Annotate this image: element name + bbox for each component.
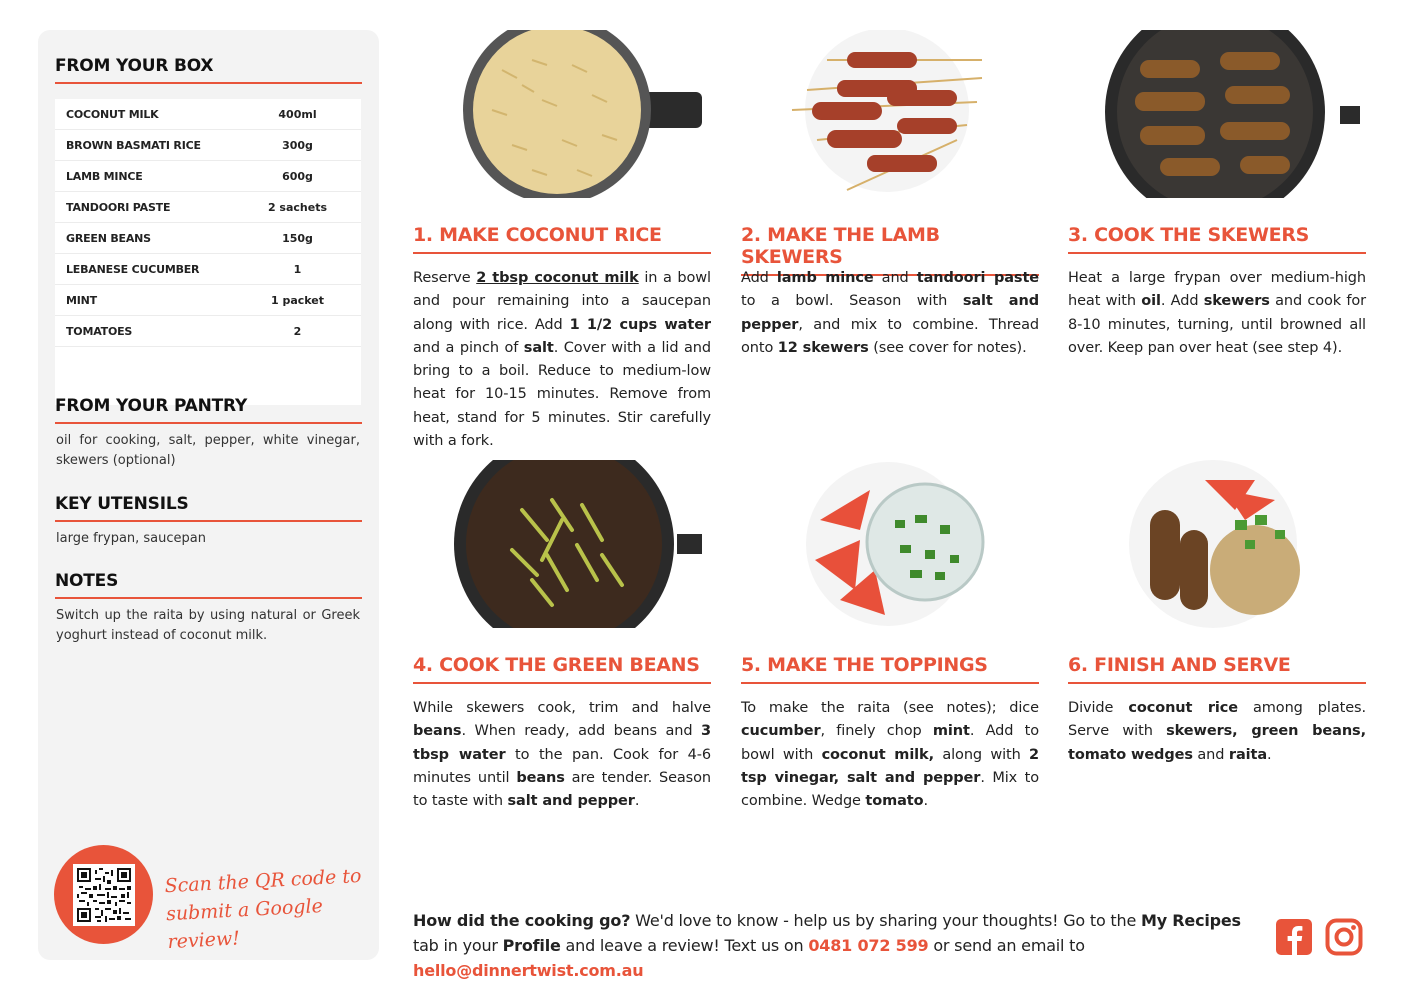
ingredient-row xyxy=(55,99,361,130)
ingredient-name: TOMATOES xyxy=(66,324,133,338)
bold-text: oil xyxy=(1141,293,1161,310)
from-your-box-heading: FROM YOUR BOX xyxy=(55,56,362,84)
ingredient-qty: 300g xyxy=(282,138,313,152)
text: . Mix to combine. Wedge xyxy=(741,769,1039,810)
text: To make the raita (see notes); dice xyxy=(741,700,1039,716)
text: among plates. Serve with xyxy=(1068,700,1366,740)
ingredient-row xyxy=(55,223,361,254)
ingredient-name: GREEN BEANS xyxy=(66,231,151,245)
step-4-title: 4. COOK THE GREEN BEANS xyxy=(413,654,711,684)
bold-text: 12 skewers xyxy=(777,339,869,356)
review-footer xyxy=(413,908,1263,983)
ingredient-qty: 2 xyxy=(293,324,302,338)
contact-link[interactable]: hello@dinnertwist.com.au xyxy=(413,961,644,980)
bold-text: coconut rice xyxy=(1128,700,1238,716)
lamb-skewers-photo xyxy=(787,30,987,198)
bold-text: salt and pepper xyxy=(741,293,1039,333)
ingredient-row xyxy=(55,192,361,223)
ingredients-table xyxy=(55,99,361,405)
text: are tender. Season to taste with xyxy=(413,769,712,810)
ingredient-name: COCONUT MILK xyxy=(66,107,159,121)
text: We'd love to know - help us by sharing your thoughts! Go to the xyxy=(630,911,1141,930)
qr-caption xyxy=(164,862,368,956)
utensils-heading: KEY UTENSILS xyxy=(55,494,362,522)
bold-text: skewers, green beans, tomato wedges xyxy=(1068,723,1366,763)
ingredient-qty: 600g xyxy=(282,169,313,183)
bold-text: 1 1/2 cups water xyxy=(569,316,711,333)
text: to a bowl. Season with xyxy=(741,293,963,310)
bold-text: mint xyxy=(932,723,970,740)
text: Heat a large frypan over medium-high heat with xyxy=(1068,270,1366,310)
text: and xyxy=(873,270,917,286)
coconut-rice-photo xyxy=(462,30,702,198)
step-3-text xyxy=(1068,267,1366,360)
text: . xyxy=(1267,746,1272,763)
bold-text: My Recipes xyxy=(1140,911,1241,930)
qr-caption-line2: submit a Google review! xyxy=(165,895,324,954)
qr-caption-line1: Scan the QR code to xyxy=(164,864,362,898)
step-3-title: 3. COOK THE SKEWERS xyxy=(1068,224,1366,254)
text: along with xyxy=(934,746,1029,763)
toppings-photo xyxy=(800,460,990,628)
contact-link[interactable]: 0481 072 599 xyxy=(808,936,929,955)
step-6-text xyxy=(1068,697,1366,767)
instagram-icon[interactable] xyxy=(1325,918,1363,956)
bold-text: lamb mince xyxy=(776,270,874,286)
finished-plate-photo xyxy=(1125,460,1305,628)
pantry-heading: FROM YOUR PANTRY xyxy=(55,396,362,424)
text: . When ready, add beans and xyxy=(461,723,701,740)
bold-text: 2 tsp vinegar, salt and pepper xyxy=(741,746,1039,786)
step-2-title: 2. MAKE THE LAMB SKEWERS xyxy=(741,224,1039,276)
bold-text: tandoori paste xyxy=(916,270,1040,286)
text: . xyxy=(923,793,928,810)
text: . xyxy=(634,793,640,810)
bold-text: tomato xyxy=(865,793,924,810)
step-1-title: 1. MAKE COCONUT RICE xyxy=(413,224,711,254)
text: Divide xyxy=(1068,700,1129,716)
text: . Add xyxy=(1160,293,1204,310)
ingredient-name: MINT xyxy=(66,293,97,307)
text: and cook for 8-10 minutes, turning, until browned all over. Keep pan over heat (see step 4). xyxy=(1068,293,1367,356)
ingredient-name: LAMB MINCE xyxy=(66,169,143,183)
ingredient-row xyxy=(55,254,361,285)
step-2-text xyxy=(741,267,1039,360)
text: in a bowl and pour remaining into a saucepan along with rice. Add xyxy=(413,270,711,333)
ingredient-qty: 150g xyxy=(282,231,313,245)
text: Reserve xyxy=(413,270,477,286)
qr-code-icon[interactable] xyxy=(73,864,135,926)
bold-text: skewers xyxy=(1203,293,1270,310)
text: Add xyxy=(741,270,777,286)
bold-text: Profile xyxy=(502,936,561,955)
green-beans-photo xyxy=(452,460,702,628)
text: to the pan. Cook for 4-6 minutes until xyxy=(413,746,712,786)
ingredient-qty: 400ml xyxy=(278,107,317,121)
text: While skewers cook, trim and halve xyxy=(413,700,711,716)
ingredient-row xyxy=(55,316,361,347)
text: (see cover for notes). xyxy=(868,339,1027,356)
bold-text: cucumber xyxy=(741,723,821,740)
ingredient-name: LEBANESE CUCUMBER xyxy=(66,262,200,276)
step-5-title: 5. MAKE THE TOPPINGS xyxy=(741,654,1039,684)
qr-code-badge[interactable] xyxy=(54,845,153,944)
utensils-text: large frypan, saucepan xyxy=(56,531,206,546)
step-1-text xyxy=(413,267,711,453)
bold-text: beans xyxy=(516,769,565,786)
text: . Add to bowl with xyxy=(741,723,1039,763)
ingredient-row xyxy=(55,161,361,192)
text: and leave a review! Text us on xyxy=(560,936,809,955)
bold-text: salt xyxy=(523,339,554,356)
text: , finely chop xyxy=(820,723,933,740)
notes-text: Switch up the raita by using natural or Greek yoghurt instead of coconut milk. xyxy=(56,608,360,643)
text: or send an email to xyxy=(928,936,1085,955)
facebook-icon[interactable] xyxy=(1275,918,1313,956)
bold-text: How did the cooking go? xyxy=(413,911,631,930)
text: and a pinch of xyxy=(413,339,524,356)
bold-text: raita xyxy=(1228,746,1268,763)
step-4-text xyxy=(413,697,711,813)
text: . Cover with a lid and bring to a boil. Reduce to medium-low heat for 10-15 minutes. Remove from heat, stand for 5 minutes. Stir carefully with a fork. xyxy=(413,339,711,450)
bold-text: salt and pepper xyxy=(507,793,635,810)
step-5-text xyxy=(741,697,1039,813)
notes-heading: NOTES xyxy=(55,571,362,599)
bold-text: beans xyxy=(413,723,462,740)
pantry-text: oil for cooking, salt, pepper, white vinegar, skewers (optional) xyxy=(56,433,360,468)
ingredients-sidebar xyxy=(38,30,379,960)
ingredient-qty: 1 xyxy=(293,262,302,276)
cooking-skewers-photo xyxy=(1100,30,1360,198)
text: tab in your xyxy=(413,936,503,955)
ingredient-qty: 1 packet xyxy=(270,293,325,307)
bold-text: 2 tbsp coconut milk xyxy=(476,270,639,286)
ingredient-row xyxy=(55,130,361,161)
ingredient-name: BROWN BASMATI RICE xyxy=(66,138,201,152)
step-6-title: 6. FINISH AND SERVE xyxy=(1068,654,1366,684)
bold-text: 3 tbsp water xyxy=(413,723,711,763)
text: , and mix to combine. Thread onto xyxy=(741,316,1039,356)
ingredient-row xyxy=(55,285,361,316)
bold-text: coconut milk, xyxy=(821,746,935,763)
ingredient-name: TANDOORI PASTE xyxy=(66,200,171,214)
ingredient-qty: 2 sachets xyxy=(267,200,328,214)
text: and xyxy=(1192,746,1229,763)
